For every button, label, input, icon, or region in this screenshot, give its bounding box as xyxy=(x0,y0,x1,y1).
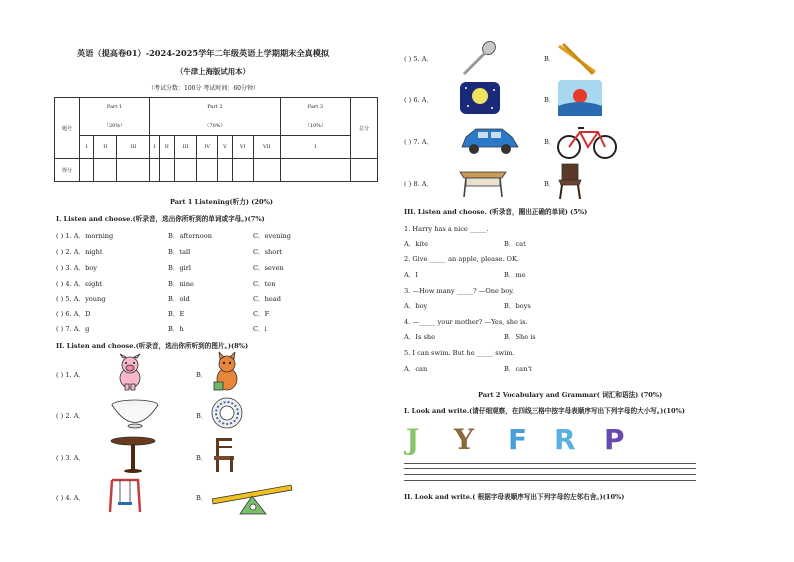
score-cell[interactable] xyxy=(159,159,175,182)
sun-day-icon[interactable] xyxy=(558,80,602,116)
question-num: ( ) 1. A． xyxy=(56,371,86,379)
question-num: ( ) 5. A．young xyxy=(56,295,106,303)
page-title: 英语（提高卷01）-2024-2025学年二年级英语上学期期末全真模拟 xyxy=(77,48,330,58)
letter-j-image: J xyxy=(406,423,420,456)
option-a: A．Is she xyxy=(404,333,435,341)
option-b: B．boys xyxy=(504,302,531,310)
question-num: ( ) 7. A． xyxy=(404,138,434,146)
part1-header: Part 1 （20%） xyxy=(80,98,150,136)
option-b: B． xyxy=(544,55,556,63)
option-a: A．kite xyxy=(404,240,429,248)
score-cell[interactable] xyxy=(94,159,117,182)
option-b: B． xyxy=(196,371,208,379)
part3-header: Part 3 （10%） xyxy=(280,98,350,136)
option-b: B．cat xyxy=(504,240,526,248)
question-num: ( ) 4. A． xyxy=(56,494,86,502)
option-b: B．h xyxy=(168,325,184,333)
score-row-label: 得分 xyxy=(55,159,80,182)
part2-sec2-title: II. Look and write.( 根据字母表顺序写出下列字母的左邻右舍。)(10%) xyxy=(404,493,625,501)
question-num: ( ) 3. A．boy xyxy=(56,264,97,272)
sec2-title: II. Listen and choose.(听录音，选出你所听到的图片。)(8%) xyxy=(56,342,249,350)
question-text: 3. —How many _____? —One boy. xyxy=(404,287,515,295)
bicycle-icon[interactable] xyxy=(556,122,618,160)
option-b: B． xyxy=(544,138,556,146)
question-text: 1. Harry has a nice _____. xyxy=(404,225,489,233)
option-b: B．old xyxy=(168,295,190,303)
option-b: B．me xyxy=(504,271,526,279)
option-a: A．can xyxy=(404,365,428,373)
option-c: C．evening xyxy=(253,232,291,240)
grid-line xyxy=(404,474,696,475)
col-label: I xyxy=(80,136,94,159)
sec3-title: III. Listen and choose. (听录音，圈出正确的单词) (5%) xyxy=(404,208,588,216)
option-c: C．head xyxy=(253,295,281,303)
option-b: B． xyxy=(196,494,208,502)
score-cell[interactable] xyxy=(253,159,280,182)
letter-p-image: P xyxy=(604,423,625,456)
letter-y-image: Y xyxy=(454,423,474,456)
total-header: 总分 xyxy=(351,98,378,159)
col-label: II xyxy=(94,136,117,159)
seesaw-icon[interactable] xyxy=(210,480,294,516)
sec1-title: I. Listen and choose.(听录音，选出你所听到的单词或字母。)(7%) xyxy=(56,215,265,223)
col-label: IV xyxy=(197,136,218,159)
col-label: V xyxy=(218,136,233,159)
option-b: B． xyxy=(544,180,556,188)
question-text: 2. Give _____ an apple, please. OK. xyxy=(404,255,519,263)
grid-line xyxy=(404,468,696,469)
option-b: B．tall xyxy=(168,248,191,256)
option-c: C．seven xyxy=(253,264,284,272)
col-label: VII xyxy=(253,136,280,159)
option-b: B． xyxy=(196,412,208,420)
option-a: A．boy xyxy=(404,302,428,310)
col-label: I xyxy=(280,136,350,159)
col-label: III xyxy=(175,136,197,159)
option-c: C．ten xyxy=(253,280,276,288)
option-c: C．short xyxy=(253,248,283,256)
grid-line xyxy=(404,463,696,464)
part2-heading: Part 2 Vocabulary and Grammar( 词汇和语法) (70%) xyxy=(478,391,663,399)
part2-sec1-title: I. Look and write.(请仔细观察，在四线三格中按字母表顺序写出下列字母的大小写。)(10%) xyxy=(404,407,685,415)
option-b: B．She is xyxy=(504,333,536,341)
question-num: ( ) 4. A．eight xyxy=(56,280,103,288)
col-label: VI xyxy=(232,136,253,159)
option-c: C．i xyxy=(253,325,267,333)
spoon-icon[interactable] xyxy=(460,40,498,78)
part1-heading: Part 1 Listening(听力) (20%) xyxy=(170,198,273,206)
score-cell[interactable] xyxy=(80,159,94,182)
score-cell[interactable] xyxy=(280,159,350,182)
question-text: 5. I can swim. But he _____ swim. xyxy=(404,349,515,357)
page-subtitle: （牛津上海版试用本） xyxy=(176,67,250,76)
option-b: B． xyxy=(544,96,556,104)
chair-icon[interactable] xyxy=(556,162,584,200)
chair-icon[interactable] xyxy=(212,436,236,474)
col-label: I xyxy=(150,136,159,159)
option-b: B．nine xyxy=(168,280,194,288)
desk-icon[interactable] xyxy=(458,164,508,198)
car-icon[interactable] xyxy=(458,123,522,159)
table-row-label: 题号 xyxy=(55,98,80,159)
letter-images xyxy=(406,421,646,459)
plate-icon[interactable] xyxy=(210,396,244,430)
table-icon[interactable] xyxy=(110,436,156,474)
question-num: ( ) 6. A． xyxy=(404,96,434,104)
grid-line xyxy=(404,480,696,481)
question-num: ( ) 5. A． xyxy=(404,55,434,63)
question-num: ( ) 3. A． xyxy=(56,454,86,462)
letter-f-image: F xyxy=(508,423,528,456)
question-num: ( ) 8. A． xyxy=(404,180,434,188)
chopsticks-icon[interactable] xyxy=(557,42,597,76)
exam-info: （考试分数：100分 考试时间：60分钟） xyxy=(148,85,259,92)
score-cell[interactable] xyxy=(218,159,233,182)
col-label: II xyxy=(159,136,175,159)
option-b: B．afternoon xyxy=(168,232,212,240)
pig-icon[interactable] xyxy=(110,352,150,392)
option-b: B．can't xyxy=(504,365,532,373)
score-cell[interactable] xyxy=(117,159,150,182)
score-cell[interactable] xyxy=(150,159,159,182)
question-num: ( ) 2. A．night xyxy=(56,248,103,256)
question-num: ( ) 1. A．morning xyxy=(56,232,114,240)
question-num: ( ) 6. A．D xyxy=(56,310,91,318)
option-b: B．girl xyxy=(168,264,192,272)
score-table xyxy=(54,97,378,182)
bowl-icon[interactable] xyxy=(110,398,160,430)
swing-icon[interactable] xyxy=(108,478,142,514)
question-text: 4. —_____ your mother? —Yes, she is. xyxy=(404,318,528,326)
option-c: C．F xyxy=(253,310,270,318)
score-cell[interactable] xyxy=(351,159,378,182)
option-b: B． xyxy=(196,454,208,462)
moon-night-icon[interactable] xyxy=(460,82,500,114)
part2-header: Part 2 （70%） xyxy=(150,98,281,136)
score-cell[interactable] xyxy=(232,159,253,182)
cat-icon[interactable] xyxy=(210,352,244,392)
score-cell[interactable] xyxy=(175,159,197,182)
letter-r-image: R xyxy=(554,423,576,456)
option-b: B．E xyxy=(168,310,185,318)
score-cell[interactable] xyxy=(197,159,218,182)
option-a: A．I xyxy=(404,271,418,279)
col-label: III xyxy=(117,136,150,159)
question-num: ( ) 2. A． xyxy=(56,412,86,420)
question-num: ( ) 7. A．g xyxy=(56,325,90,333)
